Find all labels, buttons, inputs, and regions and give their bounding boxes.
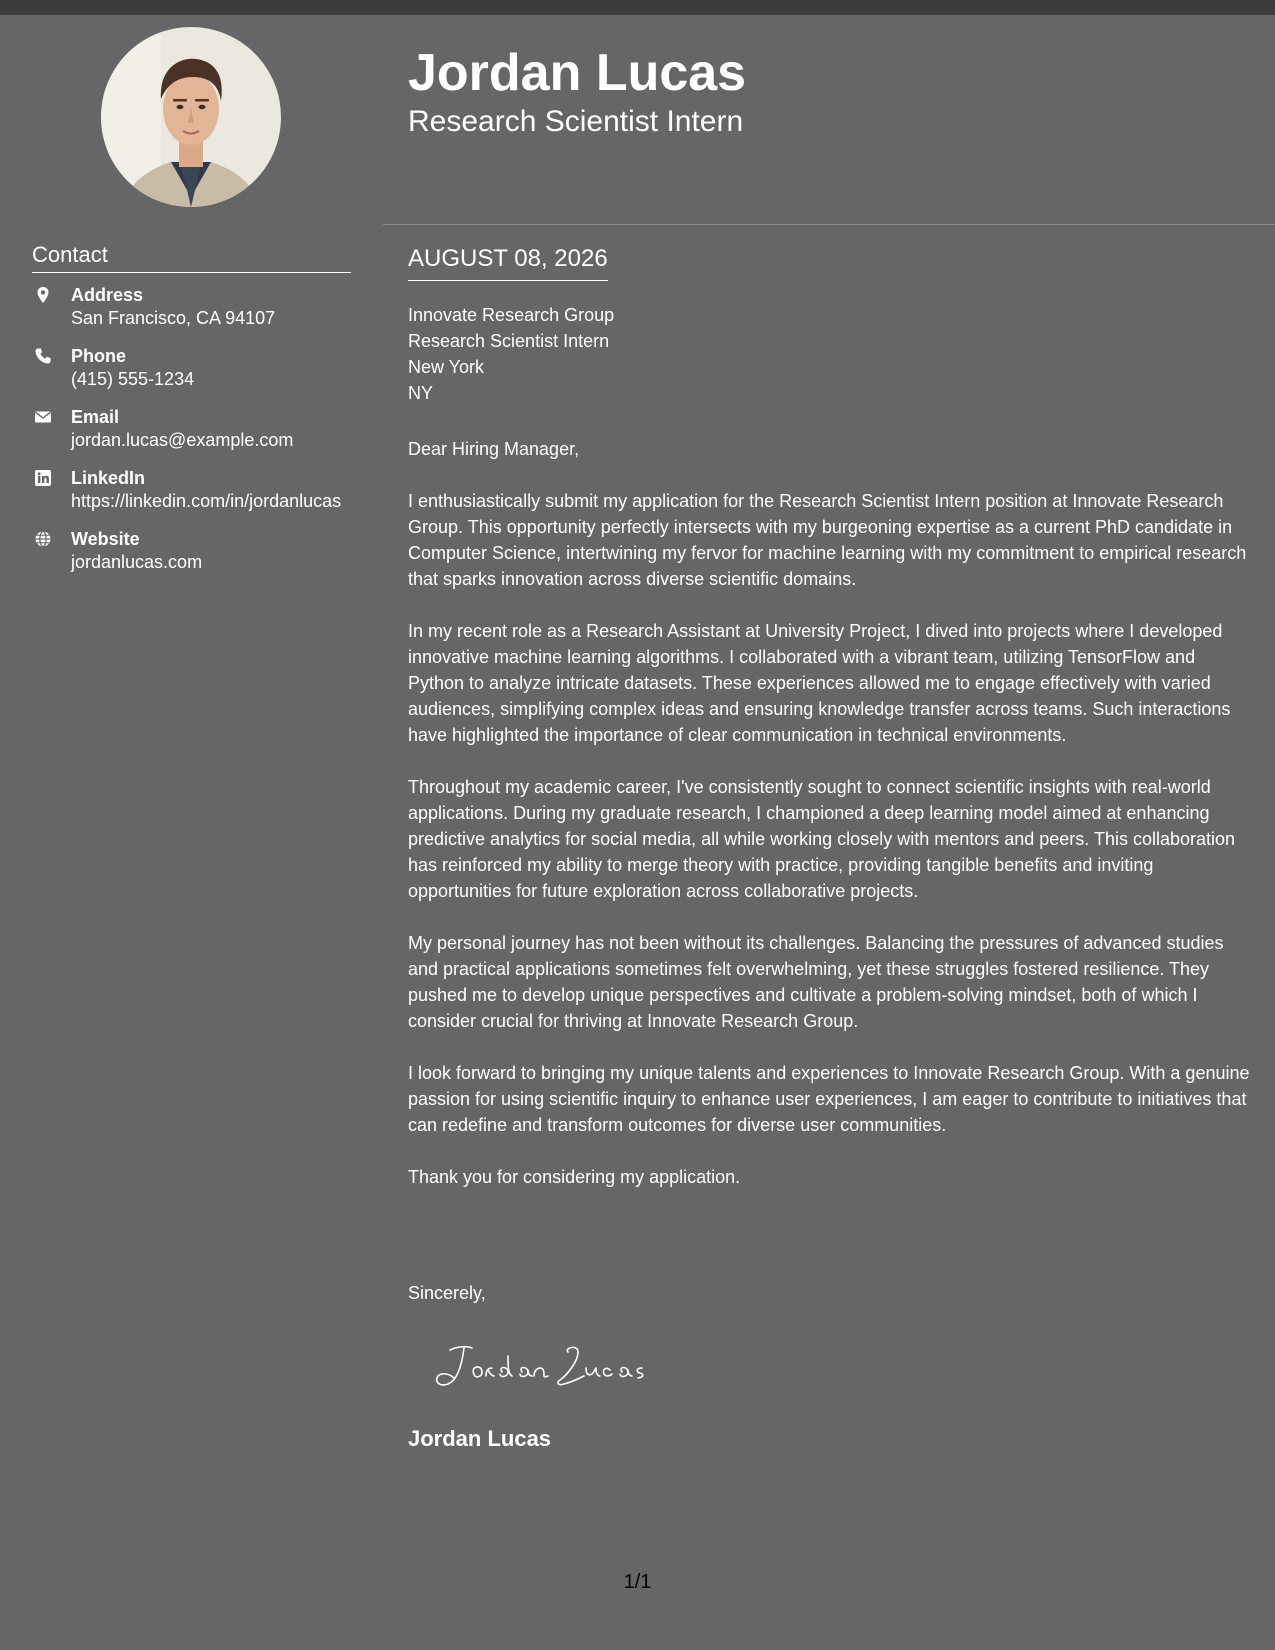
avatar [101, 27, 281, 207]
globe-icon [34, 530, 52, 548]
contact-label: Website [71, 529, 140, 549]
contact-heading: Contact [32, 240, 351, 273]
contact-value: San Francisco, CA 94107 [71, 308, 276, 328]
contact-value: jordanlucas.com [71, 552, 203, 572]
letter-paragraph: My personal journey has not been without its challenges. Balancing the pressures of advanced studies and practical applications sometimes felt overwhelming, yet these struggles fostered resilience. They pushed me to develop unique perspectives and cultivate a problem-solving mindset, both of which I consider crucial for thriving at Innovate Research Group. [408, 933, 1224, 1031]
contact-value: https://linkedin.com/in/jordanlucas [71, 491, 342, 511]
phone-icon [34, 347, 52, 365]
contact-address [32, 284, 352, 330]
applicant-role: Research Scientist Intern [408, 105, 744, 138]
page-number: 1/1 [623, 1571, 652, 1593]
contact-label: LinkedIn [71, 468, 146, 488]
contact-website [32, 528, 352, 574]
letter-date: AUGUST 08, 2026 [408, 244, 608, 281]
contact-value: (415) 555-1234 [71, 369, 195, 389]
map-pin-icon [34, 286, 52, 304]
top-bar [0, 0, 1275, 15]
contact-list [32, 284, 352, 589]
envelope-icon [34, 408, 52, 426]
letter-body [408, 436, 1252, 1216]
letter-paragraph: Thank you for considering my application. [408, 1167, 741, 1187]
recipient-block [408, 302, 614, 406]
contact-phone [32, 345, 352, 391]
salutation: Dear Hiring Manager, [408, 439, 580, 459]
contact-label: Address [71, 285, 144, 305]
contact-email [32, 406, 352, 452]
recipient-city: New York [408, 357, 485, 377]
letter-paragraph: I enthusiastically submit my application for the Research Scientist Intern position at Innovate Research Group. This opportunity perfectly intersects with my burgeoning expertise as a current PhD candidate in Computer Science, intertwining my fervor for machine learning with my commitment to empirical research that sparks innovation across diverse scientific domains. [408, 491, 1247, 589]
contact-value: jordan.lucas@example.com [71, 430, 294, 450]
recipient-state: NY [408, 383, 434, 403]
header-divider [383, 224, 1275, 225]
recipient-position: Research Scientist Intern [408, 331, 610, 351]
letter-paragraph: Throughout my academic career, I've consistently sought to connect scientific insights with real-world applications. During my graduate research, I championed a deep learning model aimed at enhancing predictive analytics for social media, all while working closely with mentors and peers. This collaboration has reinforced my ability to merge theory with practice, providing tangible benefits and inviting opportunities for future exploration across collaborative projects. [408, 777, 1236, 901]
letter-paragraph: I look forward to bringing my unique talents and experiences to Innovate Research Group. With a genuine passion for using scientific inquiry to enhance user experiences, I am eager to contribute to initiatives that can redefine and transform outcomes for diverse user communities. [408, 1063, 1250, 1135]
contact-label: Email [71, 407, 120, 427]
signature-name: Jordan Lucas [408, 1426, 552, 1451]
applicant-name: Jordan Lucas [408, 44, 747, 102]
contact-linkedin [32, 467, 352, 513]
letter-paragraph: In my recent role as a Research Assistant at University Project, I dived into projects where I developed innovative machine learning algorithms. I collaborated with a vibrant team, utilizing TensorFlow and Python to analyze intricate datasets. These experiences allowed me to engage effectively with varied audiences, simplifying complex ideas and ensuring knowledge transfer across teams. Such interactions have highlighted the importance of clear communication in technical environments. [408, 621, 1231, 745]
recipient-company: Innovate Research Group [408, 305, 615, 325]
closing: Sincerely, [408, 1283, 486, 1303]
signature-image [428, 1336, 658, 1396]
contact-label: Phone [71, 346, 127, 366]
linkedin-icon [34, 469, 52, 487]
person-photo-icon [101, 27, 281, 207]
